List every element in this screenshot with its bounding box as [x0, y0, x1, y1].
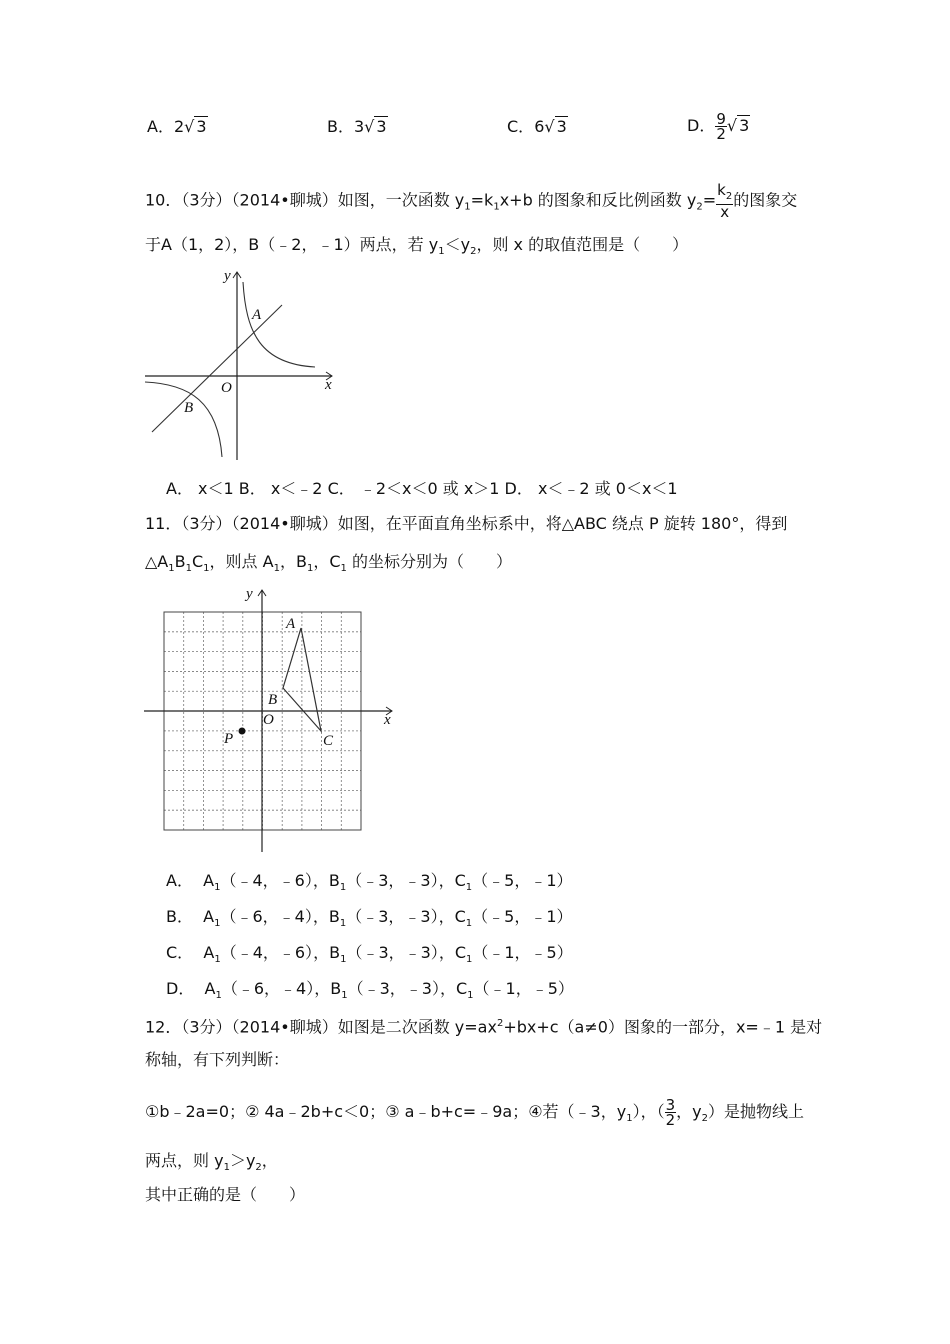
label-x: x: [325, 377, 332, 393]
q9-option-d[interactable]: D． $\frac{9}{2}$ √ 3: [687, 110, 750, 143]
q9-option-b[interactable]: B．3√ 3: [327, 117, 387, 136]
q10-stem-line1: 10．（3分）（2014•聊城）如图，一次函数 $y_1=k_1x+b$ 的图象和反比例函数 $y_2=$ $\frac{k_2}{x}$ 的图象交: [145, 181, 798, 221]
sqrt-symbol: √ 3: [726, 116, 750, 135]
sqrt-symbol: √ 3: [364, 117, 387, 136]
sqrt-symbol: √ 3: [544, 117, 567, 136]
q11-grid-figure: [140, 582, 400, 854]
label-origin: O: [263, 712, 274, 728]
q11-option-b[interactable]: B． $A_1(﹣6$，﹣4），$B_1(﹣3$，﹣3），$C_1(﹣5$，﹣1）: [166, 907, 573, 930]
q11-option-c[interactable]: C． $A_1(﹣4$，﹣6），$B_1(﹣3$，﹣3），$C_1(﹣1$，﹣5）: [166, 943, 573, 966]
q11-option-d[interactable]: D． $A_1(﹣6$，﹣4），$B_1(﹣3$，﹣3），$C_1(﹣1$，﹣5）: [166, 979, 574, 1002]
q9-option-c[interactable]: C．6√ 3: [507, 117, 567, 136]
q11-option-a[interactable]: A． $A_1(﹣4$，﹣6），$B_1(﹣3$，﹣3），$C_1(﹣5$，﹣1）: [166, 871, 573, 894]
q9-option-a[interactable]: A．2√ 3: [147, 117, 207, 136]
linear-function-line: [152, 305, 282, 432]
q12-stem-line2: 称轴，有下列判断：: [145, 1050, 290, 1069]
q12-stem-line4: 两点，则 $y_1>y_2$，: [145, 1151, 278, 1174]
fraction-k2-over-x: $\frac{k_2}{x}$: [717, 181, 733, 221]
q12-stem-line1: 12．（3分）（2014•聊城）如图是二次函数 $y=ax^2+bx+c(a\ne 0)$图象的一部分，x=﹣1 是对: [145, 1017, 823, 1037]
label-point-b: B: [268, 692, 278, 708]
fraction-3-over-2: $\frac{3}{2}$: [665, 1096, 676, 1129]
triangle-abc: [283, 628, 321, 731]
q11-stem-line1: 11．（3分）（2014•聊城）如图，在平面直角坐标系中，将△ABC 绕点 P 旋转 180°，得到: [145, 514, 788, 533]
label-point-c: C: [323, 733, 334, 749]
label-point-a: A: [252, 307, 262, 323]
q10-options[interactable]: A． x＜1 B． x＜﹣2 C． ﹣2＜x＜0 或 x＞1 D． x＜﹣2 或 0＜x＜1: [166, 479, 678, 498]
hyperbola-branch-third-quadrant: [145, 382, 222, 457]
label-point-b: B: [184, 400, 194, 416]
fraction: $\frac{9}{2}$: [716, 110, 726, 143]
label-y: y: [246, 586, 253, 602]
q12-stem-line5: 其中正确的是（ ）: [145, 1185, 306, 1204]
label-x: x: [384, 712, 391, 728]
q10-stem-line2: 于A（1，2），B（﹣2，﹣1）两点，若 $y_1<y_2$，则 x 的取值范围是（ ）: [145, 235, 689, 258]
label-origin: O: [221, 380, 232, 396]
label-y: y: [224, 268, 231, 284]
q11-stem-line2: $\triangle A_1B_1C_1$，则点 $A_1$，$B_1$，$C_1$ 的坐标分别为（ ）: [145, 552, 512, 575]
label-point-p: P: [224, 731, 234, 747]
label-point-a: A: [286, 616, 296, 632]
hyperbola-branch-first-quadrant: [243, 282, 315, 367]
point-p: [239, 728, 246, 735]
q10-graph: [140, 262, 345, 465]
sqrt-symbol: √ 3: [184, 117, 207, 136]
q12-stem-line3: ①b﹣2a=0；② 4a﹣2b+c＜0；③ a﹣b+c=﹣9a；④若（﹣3，$y_1$），（ $\frac{3}{2}$ ，$y_2$）是抛物线上: [145, 1096, 804, 1129]
